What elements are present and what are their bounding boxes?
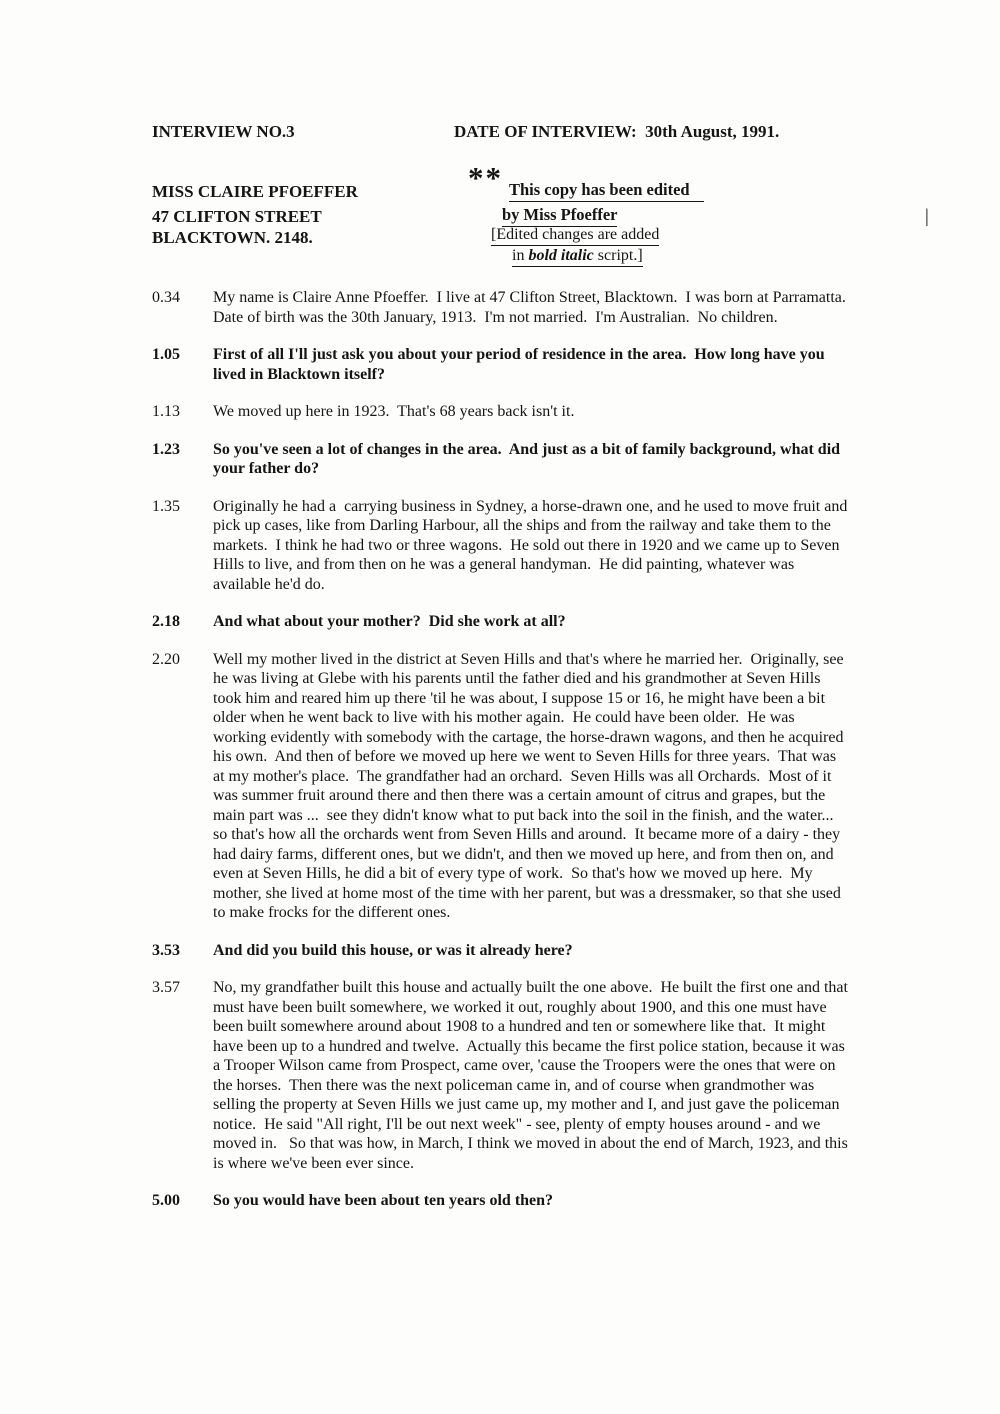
entry-text: And what about your mother? Did she work at all? [213,613,566,630]
edit-note-line-1: This copy has been edited [509,180,704,202]
entry-timestamp: 3.57 [152,979,180,996]
interview-number: INTERVIEW NO.3 [152,122,295,141]
entry-timestamp: 1.35 [152,497,180,515]
entry-timestamp: 1.13 [152,403,180,420]
transcript [152,288,854,1211]
entry-text: My name is Claire Anne Pfoeffer. I live at 47 Clifton Street, Blacktown. I was born at Parramatta. Date of birth was the 30th January, 1913. I'm not married. I'm Australian. No children. [213,289,854,326]
transcript-entry [152,1191,850,1211]
entry-timestamp: 2.20 [152,650,180,668]
entry-text: No, my grandfather built this house and actually built the one above. He built the first one and that must have been built somewhere, we worked it out, roughly about 1900, and this one must have been built somewhere around about 1908 to a hundred and ten or somewhere like that. It might have been up to a hundred and twelve. Actually this became the first police station, because it was a Trooper Wilson came from Prospect, came over, 'cause the Troopers were the ones that were on the horses. Then there was the next policeman came in, and of course when grandmother was selling the property at Seven Hills we just came up, my mother and I, and just gave the policeman notice. He said "All right, I'll be out next week" - see, plenty of empty houses around - and we moved in. So that was how, in March, I think we moved in about the end of March, 1923, and this is where we've been ever since. [213,979,852,1172]
entry-text: So you've seen a lot of changes in the area. And just as a bit of family background, what did your father do? [213,440,845,477]
double-asterisk-mark: ** [468,160,503,195]
edit-note-line-4-prefix: in [512,247,529,264]
transcript-entry [152,440,850,479]
entry-text: Well my mother lived in the district at Seven Hills and that's where he married her. Originally, see he was living at Glebe with his parents until the father died and his grandmother at Seven Hills took him and reared him up there 'til he was about, I suppose 15 or 16, he might have been a bit older when he went back to live with his mother again. He could have been older. He was working evidently with somebody with the cartage, the horse-drawn wagons, and then he acquired his own. And then of before we moved up here we went to Seven Hills for three years. That was at my mother's place. The grandfather had an orchard. Seven Hills was all Orchards. Most of it was summer fruit around there and then there was a certain amount of citrus and grapes, but the main part was ... see they didn't know what to put back into the soil in the finish, and the water... so that's how all the orchards went from Seven Hills and around. It became more of a dairy - they had dairy farms, different ones, but we didn't, and then we moved up here, and from then on, and even at Seven Hills, he did a bit of every type of work. So that's how we moved up here. My mother, she lived at home most of the time with her parent, but was a dressmaker, so that she used to make frocks for the different ones. [213,650,848,921]
transcript-entry [152,497,850,595]
entry-timestamp: 0.34 [152,289,180,306]
transcript-entry [152,650,850,923]
transcript-entry [152,978,850,1173]
entry-text: Originally he had a carrying business in Sydney, a horse-drawn one, and he used to move fruit and pick up cases, like from Darling Harbour, all the ships and from the railway and take them to the markets. I think he had two or three wagons. He sold out there in 1920 and we came up to Seven Hills to live, and from then on he was a general handyman. He did painting, whatever was available he'd do. [213,497,852,593]
entry-text: First of all I'll just ask you about your period of residence in the area. How long have you lived in Blacktown itself? [213,346,829,383]
entry-timestamp: 5.00 [152,1192,180,1209]
interviewee-name: MISS CLAIRE PFOEFFER [152,182,358,201]
entry-timestamp: 1.05 [152,346,180,363]
transcript-entry [152,612,850,632]
entry-timestamp: 1.23 [152,440,180,458]
entry-text: We moved up here in 1923. That's 68 years back isn't it. [213,403,575,420]
entry-text: And did you build this house, or was it already here? [213,941,573,959]
entry-text: So you would have been about ten years old then? [213,1192,554,1209]
transcript-entry [152,941,850,961]
margin-edit-mark: | [925,206,929,227]
edit-note-line-4 [512,247,643,267]
transcript-entry [152,345,850,384]
edit-note-line-3: [Edited changes are added [491,226,659,246]
entry-timestamp: 3.53 [152,941,180,959]
address-and-edit-note-block [152,160,929,288]
edit-note-line-4-bold-italic: bold italic [528,247,594,264]
interviewee-city: BLACKTOWN. 2148. [152,228,313,247]
transcript-entry [152,288,854,327]
entry-timestamp: 2.18 [152,613,180,630]
interview-date: DATE OF INTERVIEW: 30th August, 1991. [454,122,780,141]
edit-note-line-2: by Miss Pfoeffer [502,205,617,227]
document-header [152,122,850,142]
interviewee-street: 47 CLIFTON STREET [152,207,322,226]
edit-note-line-4-suffix: script.] [593,247,643,264]
transcript-entry [152,402,850,422]
